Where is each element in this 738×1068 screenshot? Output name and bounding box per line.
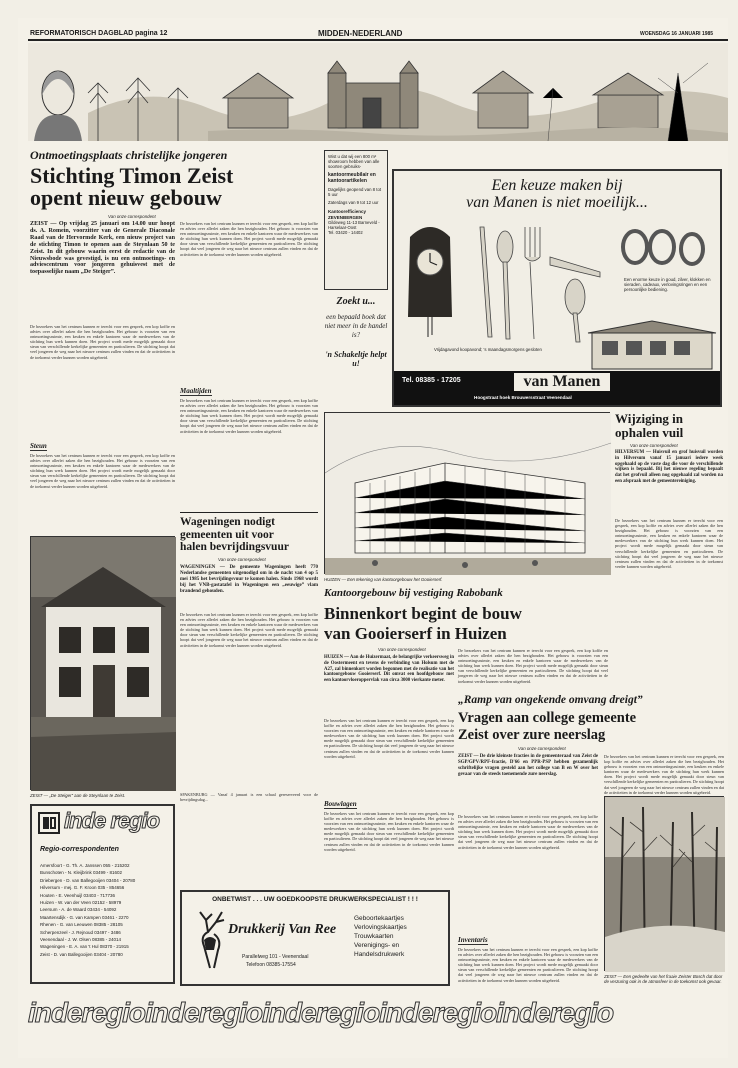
zevenbergen-address: Gildeweg 11-13 Barneveld - Harselaar-Oost bbox=[328, 220, 380, 230]
manen-phone: Tel. 08385 - 17205 bbox=[402, 377, 461, 384]
zevenbergen-intro: Wist u dat wij een 800 m² showroom hebben van alle soorten gebruiks- bbox=[328, 154, 380, 169]
zure-body-1: De bezoekers van het centrum kunnen er terecht voor een gesprek, een kop koffie en advies over allerlei zaken die hen bezighouden. Het gebouw is voorzien van een ontmoetingsruimte, een keuken en enkele kantoren waar de medewerkers van de stichting hun werk kunnen doen. Het project wordt mede mogelijk gemaakt door steun van verschillende kerkelijke gemeenten en particulieren. De stichting hoopt dat veel jongeren de weg naar het nieuwe centrum zullen vinden en dat de activiteiten in de toekomst verder kunnen worden uitgebreid. bbox=[458, 814, 598, 850]
zure-title-line2: Zeist over zure neerslag bbox=[458, 727, 606, 743]
zoekt-heading: Zoekt u... bbox=[336, 296, 376, 307]
zure-byline: Van onze correspondent bbox=[518, 746, 566, 751]
regio-entry: Driebergen - D. van Ballegooijen 03404 - 20780 bbox=[40, 877, 136, 883]
zure-intro: ZEIST — De drie kleinste fracties in de gemeenteraad van Zeist de SGP/GPV/RPF-fractie, D'66 en PPR-PSP hebben gezamenlijk schriftelijke vragen gesteld aan het college van B en W over het gevaar van de steeds toenemende zure neerslag. bbox=[458, 754, 598, 777]
gooierserf-intro: HUIZEN — Aan de Huizermaat, de belangrijke verkeersweg in de Oostermeent en tevens de verbinding van Holsum met de A27, zal binnenkort worden begonnen met de realisatie van het kantoorgebouw Gooierserf. Dit omvat een hoofdgebouw met een kantoorvloeroppervlak van circa 3000 vierkante meter. bbox=[324, 655, 454, 684]
shop-building-icon bbox=[582, 321, 720, 371]
regio-entry: Hilversum - mej. G. F. Kroon 035 - 854656 bbox=[40, 885, 125, 891]
zoekt-question: een bepaald boek dat niet meer in de handel is? bbox=[324, 313, 388, 339]
regio-subtitle: Regio-correspondenten bbox=[40, 846, 119, 853]
wageningen-body: De bezoekers van het centrum kunnen er terecht voor een gesprek, een kop koffie en advies over allerlei zaken die hen bezighouden. Het gebouw is voorzien van een ontmoetingsruimte, een keuken en enkele kantoren waar de medewerkers van de stichting hun werk kunnen doen. Het project wordt mede mogelijk gemaakt door steun van verschillende kerkelijke gemeenten en particulieren. De stichting hoopt dat veel jongeren de weg naar het nieuwe centrum zullen vinden en dat de activiteiten in de toekomst verder kunnen worden uitgebreid. bbox=[180, 612, 318, 648]
manen-slogan-line1: Een keuze maken bij bbox=[491, 177, 623, 194]
paper-name: REFORMATORISCH DAGBLAD pagina 12 bbox=[30, 30, 168, 37]
lead-subhead-maaltijden: Maaltijden bbox=[180, 387, 212, 395]
forest-photo bbox=[604, 796, 724, 971]
regio-entry: Veenendaal - J. W. Olsen 08385 - 24014 bbox=[40, 937, 122, 943]
steiger-photo bbox=[30, 536, 175, 790]
zevenbergen-hours1: Dagelijks geopend van 8 tot 5 uur bbox=[328, 187, 382, 197]
zevenbergen-company: Kantoorefficiency ZEVENBERGEN bbox=[328, 209, 367, 220]
vuil-title-line2: ophalen vuil bbox=[615, 425, 684, 440]
inde-regio-box bbox=[30, 804, 175, 984]
drukkerij-service: Handelsdrukwerk bbox=[354, 951, 405, 958]
gooierserf-body-3: De bezoekers van het centrum kunnen er terecht voor een gesprek, een kop koffie en advies over allerlei zaken die hen bezighouden. Het gebouw is voorzien van een ontmoetingsruimte, een keuken en enkele kantoren waar de medewerkers van de stichting hun werk kunnen doen. Het project wordt mede mogelijk gemaakt door steun van verschillende kerkelijke gemeenten en particulieren. De stichting hoopt dat veel jongeren de weg naar het nieuwe centrum zullen vinden en dat de activiteiten in de toekomst verder kunnen worden uitgebreid. bbox=[458, 648, 608, 684]
gooierserf-title-line1: Binnenkort begint de bouw bbox=[324, 604, 522, 623]
header-rule bbox=[28, 39, 728, 41]
lead-byline: Van onze correspondent bbox=[108, 214, 156, 219]
lead-body-1: De bezoekers van het centrum kunnen er terecht voor een gesprek, een kop koffie en advies over allerlei zaken die hen bezighouden. Het gebouw is voorzien van een ontmoetingsruimte, een keuken en enkele kantoren waar de medewerkers van de stichting hun werk kunnen doen. Het project wordt mede mogelijk gemaakt door steun van verschillende kerkelijke gemeenten en particulieren. De stichting hoopt dat veel jongeren de weg naar het nieuwe centrum zullen vinden en dat de activiteiten in de toekomst verder kunnen worden uitgebreid. bbox=[30, 324, 175, 360]
zevenbergen-phone: Tel. 03420 - 14402 bbox=[328, 230, 363, 235]
gooierserf-drawing bbox=[324, 412, 610, 574]
drukkerij-banner: ONBETWIST . . . UW GOEDKOOPSTE DRUKWERKSPECIALIST ! ! ! bbox=[212, 896, 418, 903]
vuil-intro: HILVERSUM — Huisvuil en grof huisvuil worden in Hilversum vanaf 15 januari iedere week opgehaald op de vaste dag die voor de verschillende wijken is bepaald. Bij het nieuwe regeling bepaalt dat het grofvuil alleen nog opgehaald zal worden na een afspraak met de gemeentereiniging. bbox=[615, 450, 723, 484]
regio-entry: Scherpenzeel - J. Rejnoud 03497 - 3486 bbox=[40, 929, 121, 935]
footer-regio-banner: inderegioinderegioinderegioinderegioinderegio bbox=[28, 997, 614, 1028]
zure-body-2: De bezoekers van het centrum kunnen er terecht voor een gesprek, een kop koffie en advies over allerlei zaken die hen bezighouden. Het gebouw is voorzien van een ontmoetingsruimte, een keuken en enkele kantoren waar de medewerkers van de stichting hun werk kunnen doen. Het project wordt mede mogelijk gemaakt door steun van verschillende kerkelijke gemeenten en particulieren. De stichting hoopt dat veel jongeren de weg naar het nieuwe centrum zullen vinden en dat de activiteiten in de toekomst verder kunnen worden uitgebreid. bbox=[458, 947, 598, 983]
regio-entry: Huizen - W. van der Veen 02152 - 58979 bbox=[40, 900, 122, 906]
regio-entry: Amersfoort - G. Th. A. Janssen 055 - 215202 bbox=[40, 863, 130, 868]
zevenbergen-hours2: Zaterdags van 9 tot 12 uur bbox=[328, 200, 379, 205]
regio-entry: Wageningen - E. A. van 't Hul 08370 - 21915 bbox=[40, 944, 129, 950]
van-manen-ad bbox=[392, 169, 722, 407]
regio-list bbox=[40, 862, 172, 958]
regio-logo-text: inde regio bbox=[64, 808, 160, 833]
lead-body-3: De bezoekers van het centrum kunnen er terecht voor een gesprek, een kop koffie en advies over allerlei zaken die hen bezighouden. Het gebouw is voorzien van een ontmoetingsruimte, een keuken en enkele kantoren waar de medewerkers van de stichting hun werk kunnen doen. Het project wordt mede mogelijk gemaakt door steun van verschillende kerkelijke gemeenten en particulieren. De stichting hoopt dat veel jongeren de weg naar het nieuwe centrum zullen vinden en dat de activiteiten in de toekomst verder kunnen worden uitgebreid. bbox=[180, 221, 318, 257]
regio-entry: Leersum - A. de Waard 03434 - 54092 bbox=[40, 907, 117, 913]
drukkerij-address: Parallelweg 101 - Veenendaal bbox=[242, 954, 309, 960]
schakeltje-ad bbox=[324, 296, 388, 406]
gooierserf-body-1: De bezoekers van het centrum kunnen er terecht voor een gesprek, een kop koffie en advies over allerlei zaken die hen bezighouden. Het gebouw is voorzien van een ontmoetingsruimte, een keuken en enkele kantoren waar de medewerkers van de stichting hun werk kunnen doen. Het project wordt mede mogelijk gemaakt door steun van verschillende kerkelijke gemeenten en particulieren. De stichting hoopt dat veel jongeren de weg naar het nieuwe centrum zullen vinden en dat de activiteiten in de toekomst verder kunnen worden uitgebreid. bbox=[324, 718, 454, 759]
manen-koopavond: Vrijdagavond koopavond; 's maandagsmorgens gesloten bbox=[434, 347, 542, 352]
drukkerij-service: Verlovingskaartjes bbox=[354, 924, 407, 931]
drukkerij-ad bbox=[180, 890, 450, 986]
wageningen-title-line1: Wageningen nodigt bbox=[180, 516, 275, 528]
rings-icon bbox=[623, 231, 703, 264]
regio-entry: Zeist - D. van Ballegooijen 03404 - 20780 bbox=[40, 951, 123, 957]
header-illustration bbox=[28, 43, 728, 141]
schakeltje-slogan: 'n Schakeltje helpt u! bbox=[325, 350, 387, 368]
zure-title-line1: Vragen aan college gemeente bbox=[458, 710, 637, 726]
gooierserf-kicker: Kantoorgebouw bij vestiging Rabobank bbox=[324, 587, 503, 599]
drukkerij-service: Verenigings- en bbox=[354, 942, 400, 949]
manen-assortiment: Een enorme keuze in goud, zilver, klokken en sieraden, cadeaux, verlovingsringen en een persoonlijke bediening. bbox=[624, 277, 711, 292]
zevenbergen-ad bbox=[324, 150, 388, 290]
lead-title-line2: opent nieuw gebouw bbox=[30, 185, 222, 210]
drukkerij-service: Trouwkaarten bbox=[354, 933, 394, 940]
regio-entry: Maartensdijk - G. van Kampen 03461 - 2270 bbox=[40, 914, 129, 920]
wageningen-byline: Van onze correspondent bbox=[218, 557, 266, 562]
wageningen-title-line3: halen bevrijdingsvuur bbox=[180, 541, 289, 553]
wageningen-rule bbox=[180, 512, 318, 513]
drukkerij-name: Drukkerij Van Ree bbox=[228, 922, 337, 937]
manen-slogan-line2: van Manen is niet moeilijk... bbox=[466, 194, 648, 211]
zure-kicker: „Ramp van ongekende omvang dreigt” bbox=[458, 694, 643, 706]
zure-body-3: De bezoekers van het centrum kunnen er terecht voor een gesprek, een kop koffie en advies over allerlei zaken die hen bezighouden. Het gebouw is voorzien van een ontmoetingsruimte, een keuken en enkele kantoren waar de medewerkers van de stichting hun werk kunnen doen. Het project wordt mede mogelijk gemaakt door steun van verschillende kerkelijke gemeenten en particulieren. De stichting hoopt dat veel jongeren de weg naar het nieuwe centrum zullen vinden en dat de activiteiten in de toekomst verder kunnen worden uitgebreid. bbox=[604, 754, 724, 795]
vuil-title-line1: Wijziging in bbox=[615, 411, 684, 426]
section-title: MIDDEN-NEDERLAND bbox=[318, 29, 403, 38]
manen-address: Hoogstraat hoek Brouwersstraat Veenendaal bbox=[474, 395, 572, 400]
vuil-byline: Van onze correspondent bbox=[630, 443, 678, 448]
gooierserf-caption: HUIZEN — Een tekening van kantoorgebouw het Gooierserf. bbox=[324, 577, 443, 582]
wageningen-intro: WAGENINGEN — De gemeente Wageningen heeft 770 Nederlandse gemeenten uitgenodigd om in de nacht van 4 op 5 mei 1985 het bevrijdingsvuur te komen halen. Sinds 1968 wordt bij het VNB-gastatafel in Wageningen een „eeuwige” vlam brandend gehouden. bbox=[180, 565, 318, 594]
lead-subhead-steun: Steun bbox=[30, 442, 47, 450]
regio-entry: Rhenen - G. van Leeuwen 08385 - 28105 bbox=[40, 922, 123, 928]
steiger-photo-caption: ZEIST — „De Steiger” aan de Steynlaan te Zeist. bbox=[30, 793, 126, 798]
regio-entry: Bunschoten - N. Kleijbrink 03499 - 81602 bbox=[40, 870, 123, 876]
lead-title bbox=[30, 165, 320, 209]
clock-icon bbox=[408, 227, 452, 337]
newspaper-page bbox=[18, 18, 728, 1058]
wageningen-title-line2: gemeenten uit voor bbox=[180, 528, 274, 541]
drukkerij-service: Geboortekaartjes bbox=[354, 915, 404, 922]
zure-subhead: Inventaris bbox=[458, 936, 488, 944]
zure-title bbox=[458, 710, 724, 744]
vuil-title bbox=[615, 412, 725, 440]
spakenburg-text: SPAKENBURG — Vanaf 4 januari is een schaal gereserveerd voor de bevrijdingsdag... bbox=[180, 792, 318, 803]
zevenbergen-title: kantoormeubilair en kantoorartikelen bbox=[328, 172, 376, 184]
wageningen-title bbox=[180, 516, 318, 554]
lead-kicker: Ontmoetingsplaats christelijke jongeren bbox=[30, 148, 228, 162]
gooierserf-title-line2: van Gooierserf in Huizen bbox=[324, 624, 507, 643]
vuil-body: De bezoekers van het centrum kunnen er terecht voor een gesprek, een kop koffie en advies over allerlei zaken die hen bezighouden. Het gebouw is voorzien van een ontmoetingsruimte, een keuken en enkele kantoren waar de medewerkers van de stichting hun werk kunnen doen. Het project wordt mede mogelijk gemaakt door steun van verschillende kerkelijke gemeenten en particulieren. De stichting hoopt dat veel jongeren de weg naar het nieuwe centrum zullen vinden en dat de activiteiten in de toekomst verder kunnen worden uitgebreid. bbox=[615, 518, 723, 569]
drukkerij-phone: Telefoon 08385-17554 bbox=[246, 962, 296, 968]
regio-entry: Houten - E. Veenhuijl 03403 - 717736 bbox=[40, 892, 116, 898]
lead-title-line1: Stichting Timon Zeist bbox=[30, 163, 234, 188]
drukkerij-services bbox=[354, 914, 448, 959]
forest-photo-caption: ZEIST — Een gedeelte van het fraaie Zeister Bosch dat door de verzuring ook in de atmosfeer in de toekomst ook gevaar. bbox=[604, 974, 723, 984]
gooierserf-title bbox=[324, 604, 724, 644]
lead-intro: ZEIST — Op vrijdag 25 januari om 14.00 uur hoopt ds. A. Romein, voorzitter van de Generale Diaconale Raad van de Hervormde Kerk, een nieuw project van de stichting Timon te openen aan de Steynlaan 50 te Zeist. In dit gebouw waarin eerst de redactie van de Nieuwsbode was gevestigd, is nu een ontmoetings- en adviescentrum voor jongeren gehuisvest met de toepasselijke naam „De Steiger”. bbox=[30, 221, 175, 276]
date: WOENSDAG 16 JANUARI 1985 bbox=[640, 31, 714, 37]
gooierserf-subhead: Bouwlagen bbox=[324, 800, 357, 808]
gooierserf-body-2: De bezoekers van het centrum kunnen er terecht voor een gesprek, een kop koffie en advies over allerlei zaken die hen bezighouden. Het gebouw is voorzien van een ontmoetingsruimte, een keuken en enkele kantoren waar de medewerkers van de stichting hun werk kunnen doen. Het project wordt mede mogelijk gemaakt door steun van verschillende kerkelijke gemeenten en particulieren. De stichting hoopt dat veel jongeren de weg naar het nieuwe centrum zullen vinden en dat de activiteiten in de toekomst verder kunnen worden uitgebreid. bbox=[324, 811, 454, 852]
manen-slogan bbox=[394, 177, 720, 211]
deer-logo-icon bbox=[190, 910, 230, 968]
manen-brand: van Manen bbox=[512, 371, 612, 393]
regio-logo-icon bbox=[38, 812, 60, 834]
lead-body-4: De bezoekers van het centrum kunnen er terecht voor een gesprek, een kop koffie en advies over allerlei zaken die hen bezighouden. Het gebouw is voorzien van een ontmoetingsruimte, een keuken en enkele kantoren waar de medewerkers van de stichting hun werk kunnen doen. Het project wordt mede mogelijk gemaakt door steun van verschillende kerkelijke gemeenten en particulieren. De stichting hoopt dat veel jongeren de weg naar het nieuwe centrum zullen vinden en dat de activiteiten in de toekomst verder kunnen worden uitgebreid. bbox=[180, 398, 318, 434]
gooierserf-byline: Van onze correspondent bbox=[378, 647, 426, 652]
lead-body-2: De bezoekers van het centrum kunnen er terecht voor een gesprek, een kop koffie en advies over allerlei zaken die hen bezighouden. Het gebouw is voorzien van een ontmoetingsruimte, een keuken en enkele kantoren waar de medewerkers van de stichting hun werk kunnen doen. Het project wordt mede mogelijk gemaakt door steun van verschillende kerkelijke gemeenten en particulieren. De stichting hoopt dat veel jongeren de weg naar het nieuwe centrum zullen vinden en dat de activiteiten in de toekomst verder kunnen worden uitgebreid. bbox=[30, 453, 175, 489]
